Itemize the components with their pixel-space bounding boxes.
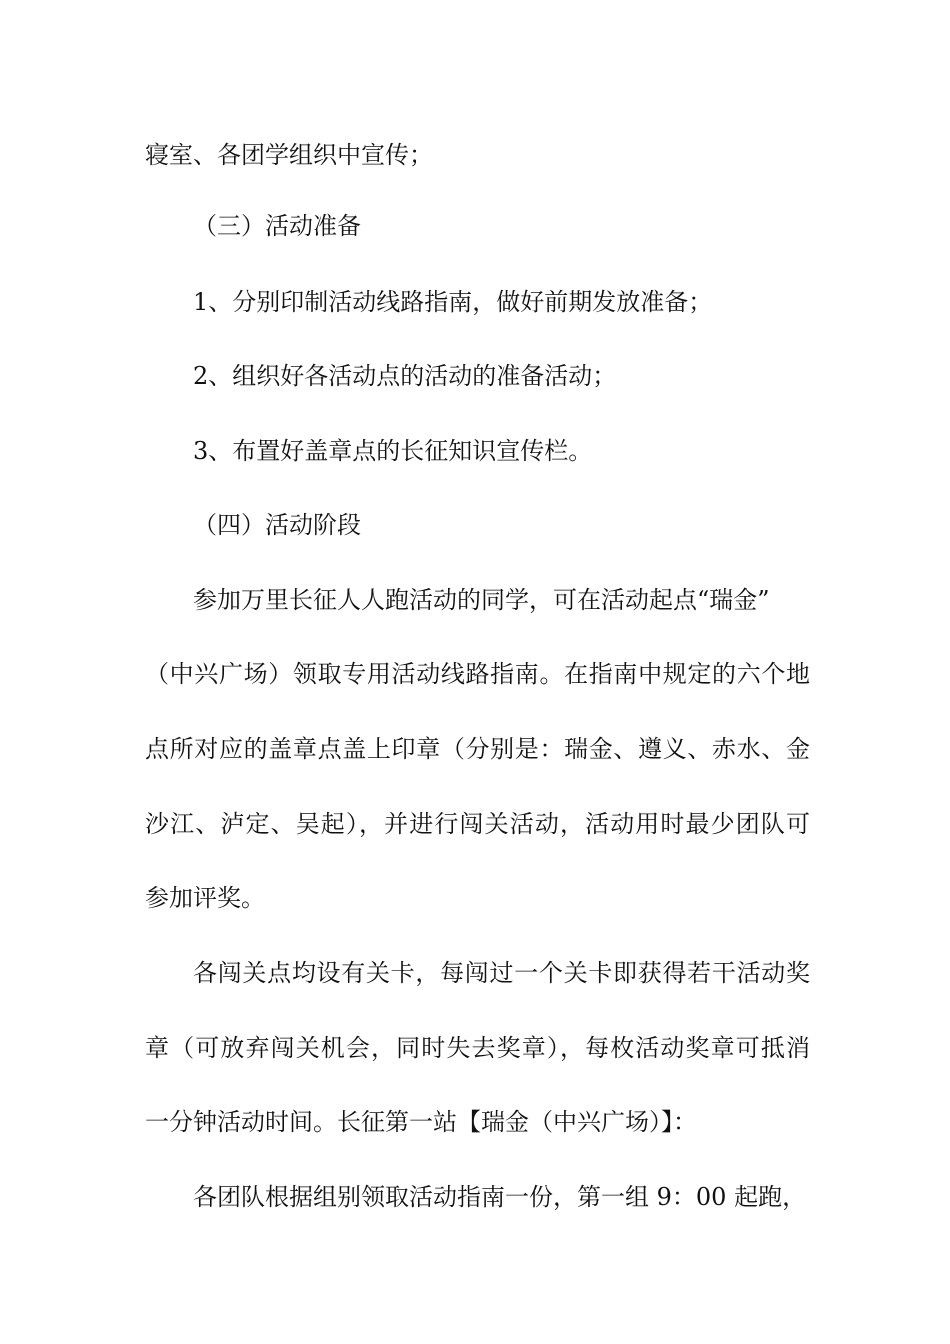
paragraph-line: 各团队根据组别领取活动指南一份，第一组 9：00 起跑， bbox=[193, 1183, 807, 1211]
section-heading-stages: （四）活动阶段 bbox=[193, 511, 361, 539]
paragraph-line: 一分钟活动时间。长征第一站【瑞金（中兴广场）】： bbox=[145, 1108, 697, 1136]
paragraph-line: 参加万里长征人人跑活动的同学，可在活动起点“瑞金” bbox=[193, 586, 770, 614]
paragraph-line: 沙江、泸定、吴起），并进行闯关活动，活动用时最少团队可 bbox=[145, 810, 810, 838]
paragraph-line: 各闯关点均设有关卡，每闯过一个关卡即获得若干活动奖 bbox=[193, 959, 810, 987]
paragraph-line: （中兴广场）领取专用活动线路指南。在指南中规定的六个地 bbox=[145, 660, 810, 688]
text-line-dormitory: 寝室、各团学组织中宣传； bbox=[145, 141, 433, 169]
paragraph-line: 点所对应的盖章点盖上印章（分别是：瑞金、遵义、赤水、金 bbox=[145, 735, 810, 763]
prep-item-2: 2、组织好各活动点的活动的准备活动； bbox=[193, 362, 617, 390]
paragraph-line: 章（可放弃闯关机会，同时失去奖章），每枚活动奖章可抵消 bbox=[145, 1034, 810, 1062]
prep-item-3: 3、布置好盖章点的长征知识宣传栏。 bbox=[193, 437, 593, 465]
section-heading-preparation: （三）活动准备 bbox=[193, 212, 361, 240]
prep-item-1: 1、分别印制活动线路指南，做好前期发放准备； bbox=[193, 288, 713, 316]
paragraph-line: 参加评奖。 bbox=[145, 884, 265, 912]
